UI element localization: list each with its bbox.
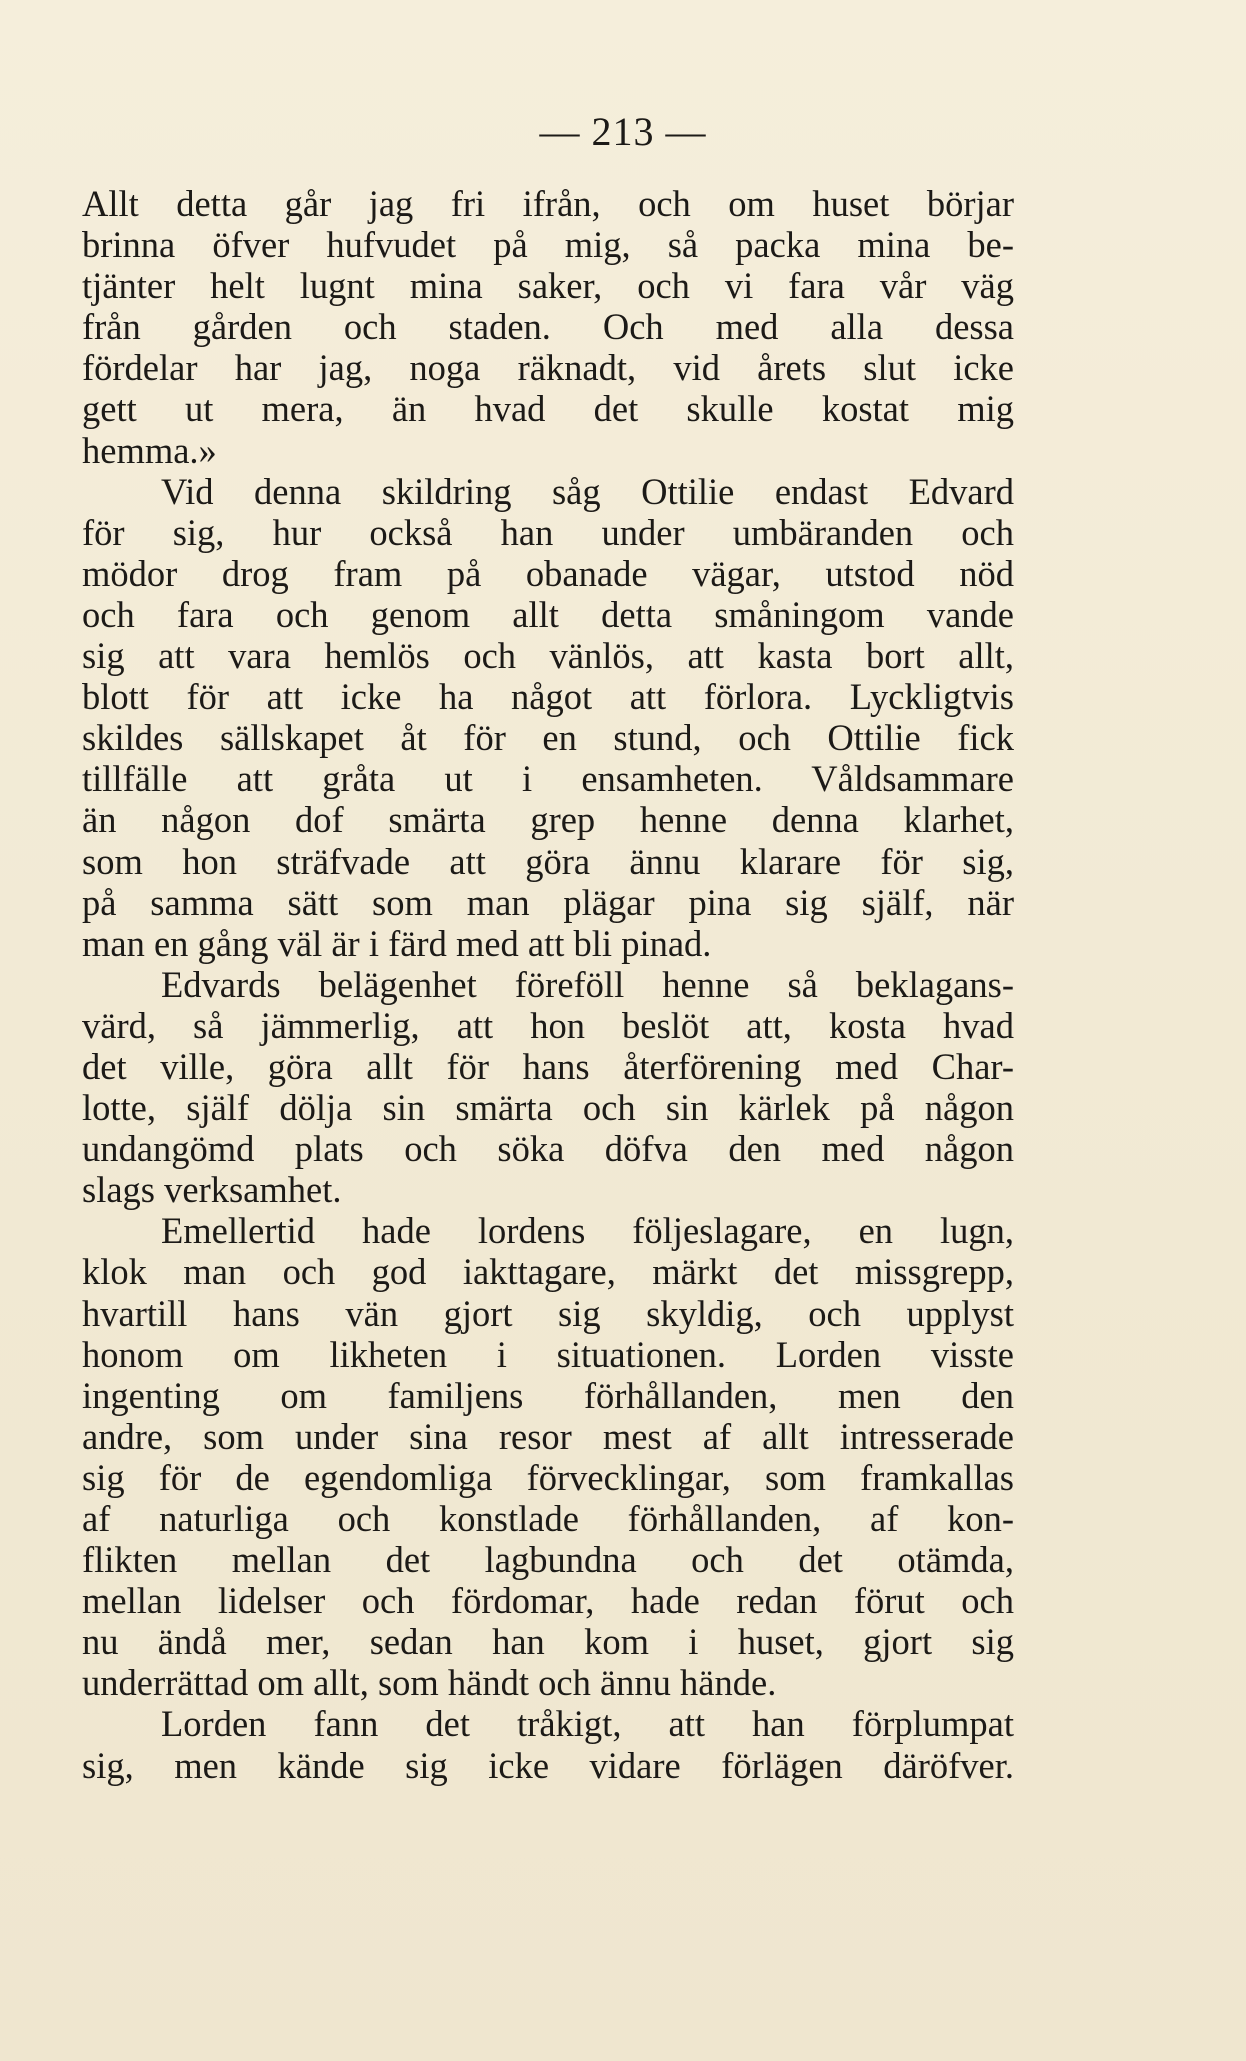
text-line: slags verksamhet. <box>82 1169 342 1211</box>
page-number: — 213 — <box>539 109 707 154</box>
body-text <box>82 183 1014 1786</box>
text-line: från gården och staden. Och med alla dessa <box>82 306 1014 348</box>
text-line: gett ut mera, än hvad det skulle kostat mig <box>82 388 1014 430</box>
text-line: och fara och genom allt detta småningom vande <box>82 593 1014 635</box>
text-line: tillfälle att gråta ut i ensamheten. Våldsammare <box>82 758 1014 800</box>
text-line: blott för att icke ha något att förlora. Lyckligtvis <box>82 676 1014 718</box>
text-line: för sig, hur också han under umbäranden och <box>82 511 1014 553</box>
text-line: Allt detta går jag fri ifrån, och om huset börjar <box>82 183 1014 224</box>
text-line: hvartill hans vän gjort sig skyldig, och upplyst <box>82 1292 1014 1334</box>
text-line: än någon dof smärta grep henne denna klarhet, <box>82 799 1014 841</box>
text-line: klok man och god iakttagare, märkt det missgrepp, <box>82 1251 1014 1293</box>
text-line: af naturliga och konstlade förhållanden, af kon- <box>82 1498 1014 1539</box>
text-line: underrättad om allt, som händt och ännu hände. <box>82 1662 777 1704</box>
text-line: hemma.» <box>82 429 217 471</box>
text-line: Emellertid hade lordens följeslagare, en lugn, <box>161 1210 1014 1252</box>
text-line: skildes sällskapet åt för en stund, och Ottilie fick <box>82 717 1014 759</box>
text-line: Vid denna skildring såg Ottilie endast Edvard <box>161 470 1014 512</box>
text-line: sig att vara hemlös och vänlös, att kasta bort allt, <box>82 635 1014 677</box>
text-line: mödor drog fram på obanade vägar, utstod nöd <box>82 552 1014 594</box>
text-line: sig för de egendomliga förvecklingar, som framkallas <box>82 1456 1014 1498</box>
text-line: värd, så jämmerlig, att hon beslöt att, kosta hvad <box>82 1004 1014 1046</box>
text-line: mellan lidelser och fördomar, hade redan förut och <box>82 1580 1014 1622</box>
text-line: lotte, själf dölja sin smärta och sin kärlek på någon <box>82 1087 1014 1129</box>
text-line: på samma sätt som man plägar pina sig själf, när <box>82 881 1014 923</box>
text-line: brinna öfver hufvudet på mig, så packa mina be- <box>82 224 1014 266</box>
text-line: tjänter helt lugnt mina saker, och vi fara vår väg <box>82 265 1014 307</box>
text-line: man en gång väl är i färd med att bli pinad. <box>82 922 712 964</box>
text-line: som hon sträfvade att göra ännu klarare för sig, <box>82 840 1014 882</box>
text-line: honom om likheten i situationen. Lorden visste <box>82 1333 1014 1375</box>
text-line: det ville, göra allt för hans återförening med Char- <box>82 1045 1014 1087</box>
text-line: fördelar har jag, noga räknadt, vid årets slut icke <box>82 347 1014 389</box>
text-line: Lorden fann det tråkigt, att han förplumpat <box>161 1703 1014 1745</box>
text-line: ingenting om familjens förhållanden, men den <box>82 1374 1014 1416</box>
text-line: Edvards belägenhet föreföll henne så beklagans- <box>161 963 1014 1005</box>
text-line: flikten mellan det lagbundna och det otämda, <box>82 1539 1014 1581</box>
text-line: undangömd plats och söka döfva den med någon <box>82 1128 1014 1170</box>
text-line: andre, som under sina resor mest af allt intresserade <box>82 1415 1014 1457</box>
text-line: sig, men kände sig icke vidare förlägen däröfver. <box>82 1744 1014 1786</box>
text-line: nu ändå mer, sedan han kom i huset, gjort sig <box>82 1621 1014 1663</box>
